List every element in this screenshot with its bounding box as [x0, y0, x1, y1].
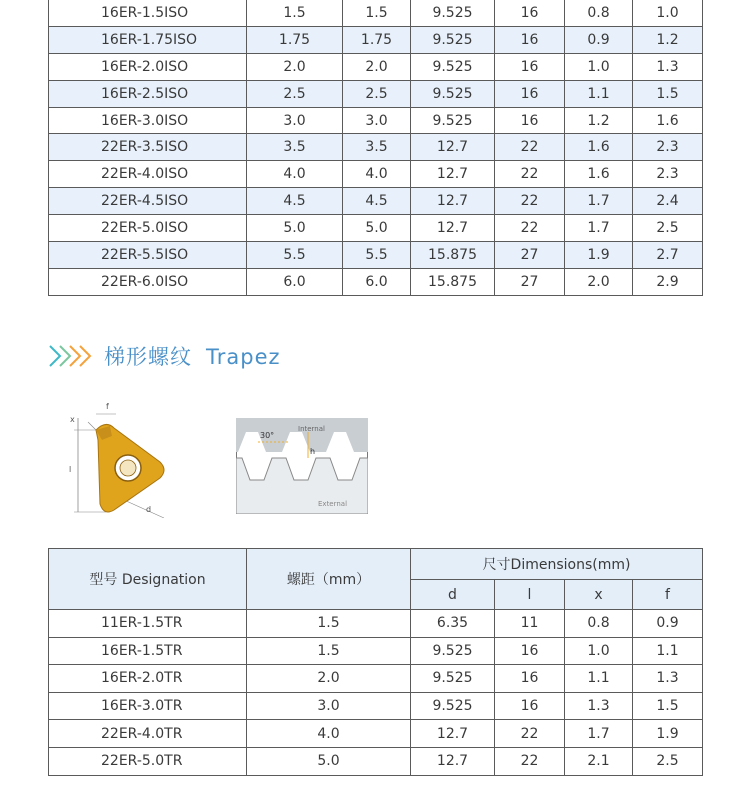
- value-cell: 3.5: [247, 134, 343, 161]
- value-cell: 2.0: [247, 665, 411, 693]
- value-cell: 1.7: [565, 215, 633, 242]
- section-title: [48, 336, 295, 376]
- value-cell: 2.0: [247, 53, 343, 80]
- table-row: [49, 665, 703, 693]
- value-cell: 12.7: [411, 720, 495, 748]
- value-cell: 22: [495, 188, 565, 215]
- value-cell: 12.7: [411, 161, 495, 188]
- value-cell: 2.9: [633, 268, 703, 295]
- value-cell: 1.6: [565, 161, 633, 188]
- table-row: [49, 161, 703, 188]
- header-dimensions: 尺寸Dimensions(mm): [411, 549, 703, 580]
- value-cell: 1.5: [633, 80, 703, 107]
- iso-thread-table: [48, 0, 703, 296]
- value-cell: 2.0: [343, 53, 411, 80]
- designation-cell: 22ER-5.5ISO: [49, 242, 247, 269]
- value-cell: 22: [495, 720, 565, 748]
- value-cell: 1.5: [247, 610, 411, 638]
- value-cell: 22: [495, 134, 565, 161]
- table-row: [49, 26, 703, 53]
- value-cell: 2.3: [633, 161, 703, 188]
- value-cell: 2.3: [633, 134, 703, 161]
- value-cell: 11: [495, 610, 565, 638]
- value-cell: 5.0: [343, 215, 411, 242]
- designation-cell: 22ER-6.0ISO: [49, 268, 247, 295]
- value-cell: 15.875: [411, 242, 495, 269]
- value-cell: 1.1: [633, 637, 703, 665]
- value-cell: 0.8: [565, 0, 633, 26]
- thread-profile-diagram: [236, 418, 368, 514]
- value-cell: 12.7: [411, 134, 495, 161]
- value-cell: 2.1: [565, 747, 633, 775]
- profile-angle-label: 30°: [260, 431, 275, 440]
- value-cell: 1.9: [633, 720, 703, 748]
- value-cell: 1.0: [565, 53, 633, 80]
- table-row: [49, 242, 703, 269]
- value-cell: 2.4: [633, 188, 703, 215]
- header-x: x: [565, 580, 633, 610]
- value-cell: 1.3: [565, 692, 633, 720]
- value-cell: 0.9: [565, 26, 633, 53]
- header-d: d: [411, 580, 495, 610]
- trapez-thread-table: [48, 548, 703, 776]
- profile-h-label: h: [310, 447, 316, 456]
- table-row: [49, 610, 703, 638]
- value-cell: 3.5: [343, 134, 411, 161]
- value-cell: 22: [495, 215, 565, 242]
- table-row: [49, 134, 703, 161]
- designation-cell: 22ER-4.5ISO: [49, 188, 247, 215]
- value-cell: 2.5: [633, 215, 703, 242]
- value-cell: 1.6: [565, 134, 633, 161]
- value-cell: 1.5: [633, 692, 703, 720]
- section-title-cn: 梯形螺纹: [104, 345, 192, 369]
- value-cell: 12.7: [411, 747, 495, 775]
- value-cell: 3.0: [247, 107, 343, 134]
- value-cell: 22: [495, 747, 565, 775]
- value-cell: 4.5: [343, 188, 411, 215]
- insert-label-l: l: [69, 465, 72, 474]
- value-cell: 1.7: [565, 720, 633, 748]
- value-cell: 9.525: [411, 53, 495, 80]
- triple-chevron-icon: [48, 343, 94, 369]
- designation-cell: 22ER-4.0ISO: [49, 161, 247, 188]
- designation-cell: 16ER-2.5ISO: [49, 80, 247, 107]
- value-cell: 3.0: [343, 107, 411, 134]
- value-cell: 2.7: [633, 242, 703, 269]
- table-row: [49, 637, 703, 665]
- table-row: [49, 720, 703, 748]
- value-cell: 5.5: [343, 242, 411, 269]
- value-cell: 0.9: [633, 610, 703, 638]
- table-row: [49, 0, 703, 26]
- value-cell: 9.525: [411, 665, 495, 693]
- value-cell: 9.525: [411, 107, 495, 134]
- value-cell: 16: [495, 80, 565, 107]
- table-row: [49, 188, 703, 215]
- designation-cell: 22ER-5.0ISO: [49, 215, 247, 242]
- profile-external-label: External: [318, 500, 348, 508]
- value-cell: 9.525: [411, 0, 495, 26]
- value-cell: 0.8: [565, 610, 633, 638]
- designation-cell: 16ER-1.5ISO: [49, 0, 247, 26]
- table-row: [49, 80, 703, 107]
- value-cell: 4.0: [247, 161, 343, 188]
- section-title-en: Trapez: [206, 345, 281, 369]
- value-cell: 12.7: [411, 215, 495, 242]
- value-cell: 16: [495, 53, 565, 80]
- value-cell: 4.0: [247, 720, 411, 748]
- value-cell: 1.3: [633, 53, 703, 80]
- value-cell: 15.875: [411, 268, 495, 295]
- value-cell: 16: [495, 26, 565, 53]
- value-cell: 2.5: [247, 80, 343, 107]
- table-row: [49, 268, 703, 295]
- value-cell: 1.9: [565, 242, 633, 269]
- value-cell: 5.0: [247, 747, 411, 775]
- table-row: [49, 53, 703, 80]
- value-cell: 1.1: [565, 80, 633, 107]
- table-row: [49, 107, 703, 134]
- value-cell: 16: [495, 692, 565, 720]
- value-cell: 22: [495, 161, 565, 188]
- value-cell: 5.0: [247, 215, 343, 242]
- value-cell: 1.0: [633, 0, 703, 26]
- insert-dimension-diagram: [66, 400, 170, 518]
- table-row: [49, 747, 703, 775]
- value-cell: 1.2: [633, 26, 703, 53]
- designation-cell: 16ER-2.0ISO: [49, 53, 247, 80]
- insert-label-d: d: [146, 505, 152, 514]
- value-cell: 9.525: [411, 26, 495, 53]
- designation-cell: 22ER-5.0TR: [49, 747, 247, 775]
- value-cell: 6.0: [247, 268, 343, 295]
- value-cell: 1.3: [633, 665, 703, 693]
- profile-internal-label: Internal: [298, 425, 325, 433]
- designation-cell: 16ER-1.5TR: [49, 637, 247, 665]
- value-cell: 1.5: [343, 0, 411, 26]
- value-cell: 16: [495, 107, 565, 134]
- value-cell: 2.5: [343, 80, 411, 107]
- designation-cell: 22ER-4.0TR: [49, 720, 247, 748]
- value-cell: 6.35: [411, 610, 495, 638]
- value-cell: 1.7: [565, 188, 633, 215]
- insert-label-x: x: [70, 415, 75, 424]
- header-designation: 型号 Designation: [49, 549, 247, 610]
- value-cell: 4.5: [247, 188, 343, 215]
- designation-cell: 11ER-1.5TR: [49, 610, 247, 638]
- value-cell: 1.6: [633, 107, 703, 134]
- value-cell: 16: [495, 637, 565, 665]
- header-f: f: [633, 580, 703, 610]
- value-cell: 1.5: [247, 637, 411, 665]
- value-cell: 3.0: [247, 692, 411, 720]
- value-cell: 27: [495, 268, 565, 295]
- designation-cell: 16ER-3.0ISO: [49, 107, 247, 134]
- insert-label-f: f: [106, 402, 109, 411]
- header-l: l: [495, 580, 565, 610]
- value-cell: 1.75: [247, 26, 343, 53]
- value-cell: 9.525: [411, 80, 495, 107]
- value-cell: 9.525: [411, 637, 495, 665]
- value-cell: 16: [495, 665, 565, 693]
- table-row: [49, 692, 703, 720]
- designation-cell: 22ER-3.5ISO: [49, 134, 247, 161]
- value-cell: 16: [495, 0, 565, 26]
- value-cell: 1.2: [565, 107, 633, 134]
- value-cell: 1.75: [343, 26, 411, 53]
- value-cell: 5.5: [247, 242, 343, 269]
- value-cell: 27: [495, 242, 565, 269]
- designation-cell: 16ER-2.0TR: [49, 665, 247, 693]
- value-cell: 2.5: [633, 747, 703, 775]
- value-cell: 6.0: [343, 268, 411, 295]
- designation-cell: 16ER-3.0TR: [49, 692, 247, 720]
- value-cell: 12.7: [411, 188, 495, 215]
- table-row: [49, 215, 703, 242]
- value-cell: 2.0: [565, 268, 633, 295]
- value-cell: 1.1: [565, 665, 633, 693]
- designation-cell: 16ER-1.75ISO: [49, 26, 247, 53]
- value-cell: 1.0: [565, 637, 633, 665]
- value-cell: 1.5: [247, 0, 343, 26]
- value-cell: 9.525: [411, 692, 495, 720]
- header-pitch: 螺距（mm）: [247, 549, 411, 610]
- value-cell: 4.0: [343, 161, 411, 188]
